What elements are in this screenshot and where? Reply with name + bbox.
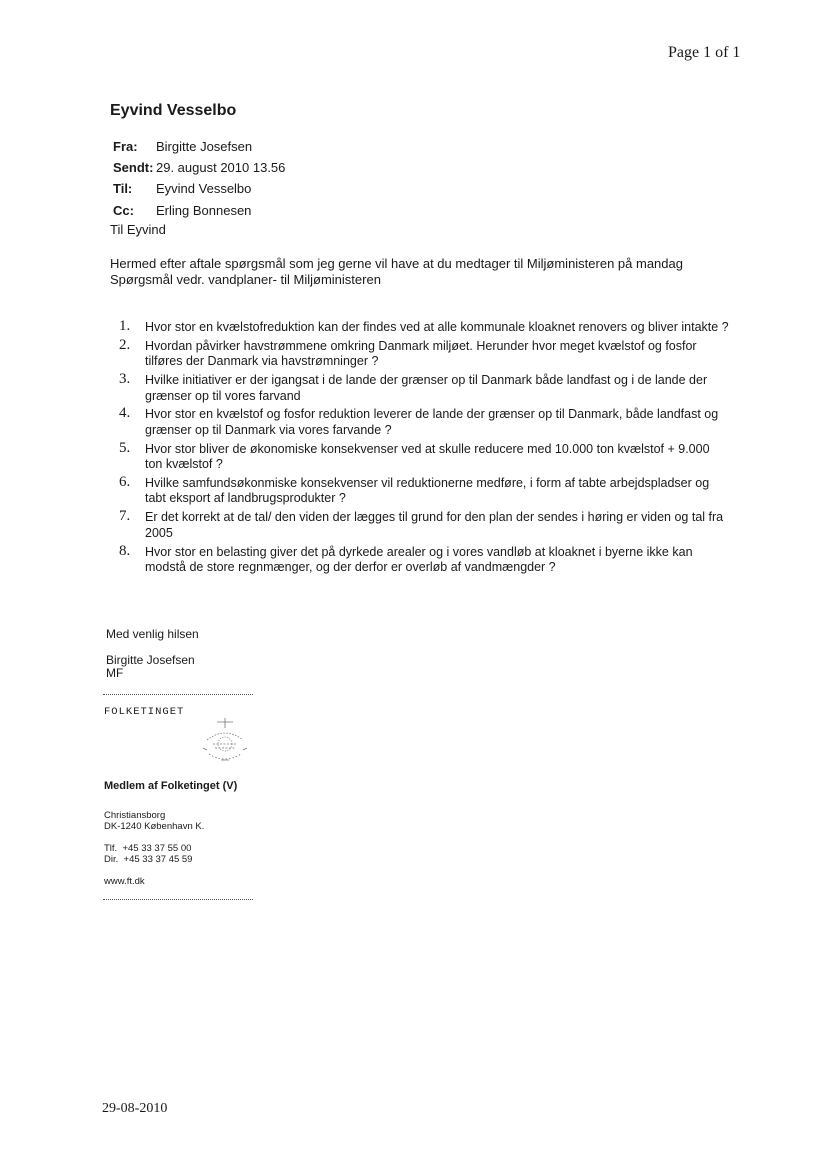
cc-label: Cc: [113, 203, 134, 218]
to-value: Eyvind Vesselbo [156, 181, 252, 196]
question-item [119, 336, 729, 370]
question-text: Hvor stor en kvælstofreduktion kan der findes ved at alle kommunale kloaknet renovers og bliver intakte ? [145, 320, 729, 334]
address-line-2: DK-1240 København K. [104, 821, 205, 832]
question-text: Hvor stor en belasting giver det på dyrkede arealer og i vores vandløb at kloaknet i byerne ikke kan modstå de store regnmænger, og der derfor er overløb af vandmængder ? [145, 544, 693, 575]
question-text: Hvilke initiativer er der igangsat i de lande der grænser op til Danmark både landfast og i de lande der grænser op til vores farvand [145, 373, 708, 403]
page-number: Page 1 of 1 [668, 44, 741, 61]
from-label: Fra: [113, 139, 138, 154]
intro-line-1: Hermed efter aftale spørgsmål som jeg gerne vil have at du medtager til Miljøministeren på mandag [110, 256, 683, 271]
question-text: Er det korrekt at de tal/ den viden der lægges til grund for den plan der sendes i høring er viden og tal fra 2005 [145, 510, 724, 540]
address-line-1: Christiansborg [104, 810, 166, 821]
question-item [119, 373, 729, 404]
website-link[interactable]: www.ft.dk [104, 876, 145, 887]
signature-block [106, 654, 195, 680]
phone-line: Tlf. +45 33 37 55 00 [104, 843, 192, 854]
question-text: Hvordan påvirker havstrømmene omkring Danmark miljøet. Herunder hvor meget kvælstof og fosfor tilføres der Danmark via havstrømninger ? [145, 338, 697, 369]
closing: Med venlig hilsen [106, 627, 199, 641]
from-value: Birgitte Josefsen [156, 139, 253, 154]
question-text: Hvilke samfundsøkonmiske konsekvenser vil reduktionerne medføre, i form af tabte arbejdspladser og tabt eksport af landbrugsprodukter ? [145, 475, 710, 506]
question-number: 2. [119, 336, 131, 353]
to-label: Til: [113, 181, 133, 196]
sender-heading: Eyvind Vesselbo [110, 102, 237, 119]
member-line: Medlem af Folketinget (V) [104, 780, 238, 792]
phone-block [104, 843, 192, 865]
question-number: 7. [119, 508, 131, 525]
question-number: 4. [119, 405, 131, 422]
signature-separator-bottom [103, 899, 253, 900]
question-item [119, 473, 729, 507]
organization-name: FOLKETINGET [104, 706, 185, 718]
question-item [119, 320, 729, 336]
address-block [104, 810, 204, 832]
header-sent [113, 160, 285, 175]
question-text: Hvor stor bliver de økonomiske konsekvenser ved at skulle reducere med 10.000 ton kvælstof + 9.000 ton kvælstof ? [145, 441, 710, 472]
header-cc [113, 203, 251, 218]
parliament-seal-icon [195, 714, 255, 768]
question-number: 6. [119, 473, 131, 490]
question-number: 8. [119, 542, 131, 559]
signature-separator-top [103, 694, 253, 695]
question-item [119, 510, 729, 541]
signature-name: Birgitte Josefsen [106, 653, 195, 667]
footer-date: 29-08-2010 [102, 1101, 168, 1116]
header-from [113, 139, 252, 154]
direct-phone-line: Dir. +45 33 37 45 59 [104, 854, 193, 865]
question-number: 5. [119, 439, 131, 456]
question-number: 1. [119, 318, 131, 334]
question-item [119, 542, 729, 576]
greeting: Til Eyvind [110, 222, 166, 237]
question-number: 3. [119, 371, 131, 388]
sent-label: Sendt: [113, 160, 154, 175]
signature-title: MF [106, 666, 124, 680]
header-to [113, 181, 251, 196]
cc-value: Erling Bonnesen [156, 203, 252, 218]
question-item [119, 407, 729, 438]
question-item [119, 439, 729, 473]
intro-text [110, 256, 710, 288]
question-text: Hvor stor en kvælstof og fosfor reduktion leverer de lande der grænser op til Danmark, både landfast og grænser op til Danmark via vores farvande ? [145, 407, 719, 437]
question-list [119, 320, 729, 579]
sent-value: 29. august 2010 13.56 [156, 160, 286, 175]
intro-line-2: Spørgsmål vedr. vandplaner- til Miljøministeren [110, 272, 381, 287]
